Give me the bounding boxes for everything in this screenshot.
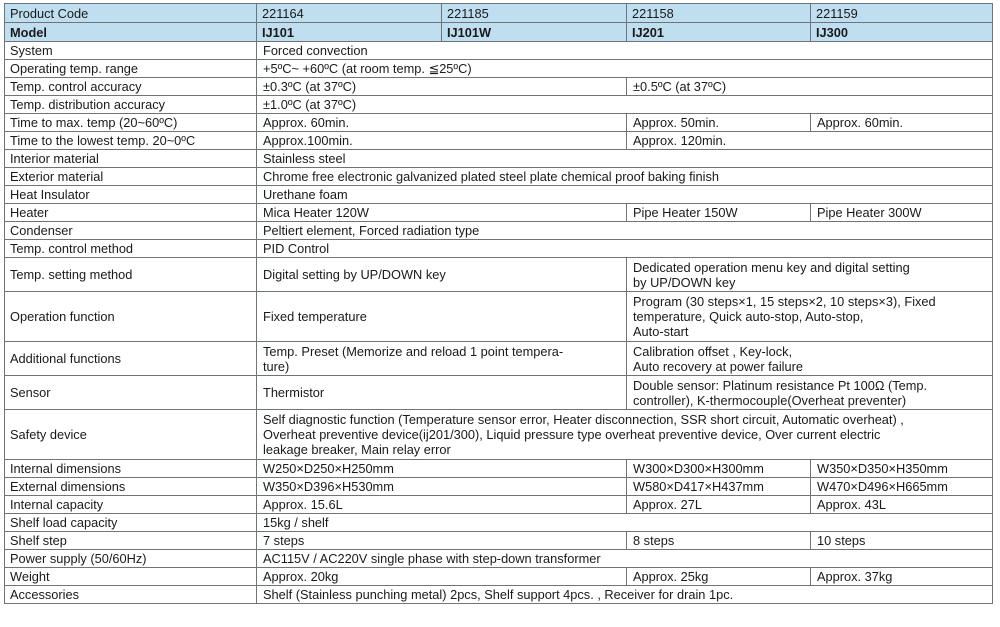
code-ij201: 221158 bbox=[627, 4, 811, 23]
code-ij101w: 221185 bbox=[442, 4, 627, 23]
row-label: Condenser bbox=[5, 222, 257, 240]
row-label: Exterior material bbox=[5, 168, 257, 186]
row-label: Interior material bbox=[5, 150, 257, 168]
row-value: Peltiert element, Forced radiation type bbox=[257, 222, 993, 240]
row-value: W470×D496×H665mm bbox=[811, 478, 993, 496]
row-label: Power supply (50/60Hz) bbox=[5, 550, 257, 568]
row-value: W300×D300×H300mm bbox=[627, 460, 811, 478]
table-row bbox=[5, 204, 993, 222]
row-value: Forced convection bbox=[257, 42, 993, 60]
table-row bbox=[5, 78, 993, 96]
row-label: External dimensions bbox=[5, 478, 257, 496]
product-code-row bbox=[5, 4, 993, 23]
row-value: Thermistor bbox=[257, 376, 627, 410]
row-label: Shelf load capacity bbox=[5, 514, 257, 532]
row-value: W580×D417×H437mm bbox=[627, 478, 811, 496]
row-value: Double sensor: Platinum resistance Pt 100Ω (Temp. controller), K-thermocouple(Overheat preventer) bbox=[627, 376, 993, 410]
row-label: Temp. distribution accuracy bbox=[5, 96, 257, 114]
row-label: Time to the lowest temp. 20~0ºC bbox=[5, 132, 257, 150]
row-value: Fixed temperature bbox=[257, 292, 627, 342]
row-value: W250×D250×H250mm bbox=[257, 460, 627, 478]
row-value: Approx. 25kg bbox=[627, 568, 811, 586]
table-row bbox=[5, 460, 993, 478]
row-label: Temp. control method bbox=[5, 240, 257, 258]
row-label: Weight bbox=[5, 568, 257, 586]
row-value: Approx. 60min. bbox=[257, 114, 627, 132]
table-row bbox=[5, 42, 993, 60]
table-row bbox=[5, 410, 993, 460]
row-value: Pipe Heater 300W bbox=[811, 204, 993, 222]
table-row bbox=[5, 96, 993, 114]
row-value: Approx. 60min. bbox=[811, 114, 993, 132]
row-label: Accessories bbox=[5, 586, 257, 604]
row-value: Approx. 120min. bbox=[627, 132, 993, 150]
row-label: Internal capacity bbox=[5, 496, 257, 514]
table-row bbox=[5, 240, 993, 258]
table-row bbox=[5, 342, 993, 376]
table-row bbox=[5, 586, 993, 604]
row-value: Approx. 50min. bbox=[627, 114, 811, 132]
row-value: Dedicated operation menu key and digital setting by UP/DOWN key bbox=[627, 258, 993, 292]
row-value: Approx. 37kg bbox=[811, 568, 993, 586]
row-value: W350×D396×H530mm bbox=[257, 478, 627, 496]
product-code-label: Product Code bbox=[5, 4, 257, 23]
row-label: Time to max. temp (20~60ºC) bbox=[5, 114, 257, 132]
row-label: Shelf step bbox=[5, 532, 257, 550]
spec-table bbox=[4, 3, 993, 604]
row-value: Approx. 27L bbox=[627, 496, 811, 514]
row-value: Approx. 43L bbox=[811, 496, 993, 514]
model-ij101: IJ101 bbox=[257, 23, 442, 42]
row-value: Pipe Heater 150W bbox=[627, 204, 811, 222]
row-label: Heater bbox=[5, 204, 257, 222]
model-ij300: IJ300 bbox=[811, 23, 993, 42]
row-value: Stainless steel bbox=[257, 150, 993, 168]
code-ij300: 221159 bbox=[811, 4, 993, 23]
row-label: Temp. control accuracy bbox=[5, 78, 257, 96]
row-label: Safety device bbox=[5, 410, 257, 460]
table-row bbox=[5, 258, 993, 292]
table-row bbox=[5, 532, 993, 550]
row-label: Sensor bbox=[5, 376, 257, 410]
table-row bbox=[5, 150, 993, 168]
model-label: Model bbox=[5, 23, 257, 42]
row-value: Shelf (Stainless punching metal) 2pcs, Shelf support 4pcs. , Receiver for drain 1pc. bbox=[257, 586, 993, 604]
table-row bbox=[5, 114, 993, 132]
row-value: Approx. 20kg bbox=[257, 568, 627, 586]
table-row bbox=[5, 478, 993, 496]
row-label: Temp. setting method bbox=[5, 258, 257, 292]
table-row bbox=[5, 568, 993, 586]
row-value: Approx.100min. bbox=[257, 132, 627, 150]
row-value: Self diagnostic function (Temperature sensor error, Heater disconnection, SSR short circuit, Automatic overheat) , Overheat preventive device(ij201/300), Liquid pressure type overheat preventive device, Over current electric leakage breaker, Main relay error bbox=[257, 410, 993, 460]
row-value: Chrome free electronic galvanized plated steel plate chemical proof baking finish bbox=[257, 168, 993, 186]
row-value: ±0.5ºC (at 37ºC) bbox=[627, 78, 993, 96]
row-value: Approx. 15.6L bbox=[257, 496, 627, 514]
row-value: 8 steps bbox=[627, 532, 811, 550]
model-row bbox=[5, 23, 993, 42]
table-row bbox=[5, 514, 993, 532]
row-label: Internal dimensions bbox=[5, 460, 257, 478]
row-value: ±0.3ºC (at 37ºC) bbox=[257, 78, 627, 96]
code-ij101: 221164 bbox=[257, 4, 442, 23]
row-value: PID Control bbox=[257, 240, 993, 258]
row-value: Program (30 steps×1, 15 steps×2, 10 steps×3), Fixed temperature, Quick auto-stop, Auto-stop, Auto-start bbox=[627, 292, 993, 342]
row-label: Operating temp. range bbox=[5, 60, 257, 78]
table-row bbox=[5, 186, 993, 204]
row-value: Urethane foam bbox=[257, 186, 993, 204]
row-value: AC115V / AC220V single phase with step-down transformer bbox=[257, 550, 993, 568]
row-value: Digital setting by UP/DOWN key bbox=[257, 258, 627, 292]
row-label: Heat Insulator bbox=[5, 186, 257, 204]
model-ij201: IJ201 bbox=[627, 23, 811, 42]
table-row bbox=[5, 550, 993, 568]
table-row bbox=[5, 132, 993, 150]
model-ij101w: IJ101W bbox=[442, 23, 627, 42]
row-value: +5ºC~ +60ºC (at room temp. ≦25ºC) bbox=[257, 60, 993, 78]
table-row bbox=[5, 292, 993, 342]
spec-table-container bbox=[4, 3, 992, 604]
table-row bbox=[5, 222, 993, 240]
row-value: Mica Heater 120W bbox=[257, 204, 627, 222]
row-value: ±1.0ºC (at 37ºC) bbox=[257, 96, 993, 114]
row-value: 10 steps bbox=[811, 532, 993, 550]
row-value: W350×D350×H350mm bbox=[811, 460, 993, 478]
table-row bbox=[5, 496, 993, 514]
table-row bbox=[5, 168, 993, 186]
table-row bbox=[5, 376, 993, 410]
row-label: Additional functions bbox=[5, 342, 257, 376]
row-label: System bbox=[5, 42, 257, 60]
row-value: Calibration offset , Key-lock, Auto recovery at power failure bbox=[627, 342, 993, 376]
row-label: Operation function bbox=[5, 292, 257, 342]
row-value: Temp. Preset (Memorize and reload 1 point tempera- ture) bbox=[257, 342, 627, 376]
row-value: 7 steps bbox=[257, 532, 627, 550]
table-row bbox=[5, 60, 993, 78]
row-value: 15kg / shelf bbox=[257, 514, 993, 532]
